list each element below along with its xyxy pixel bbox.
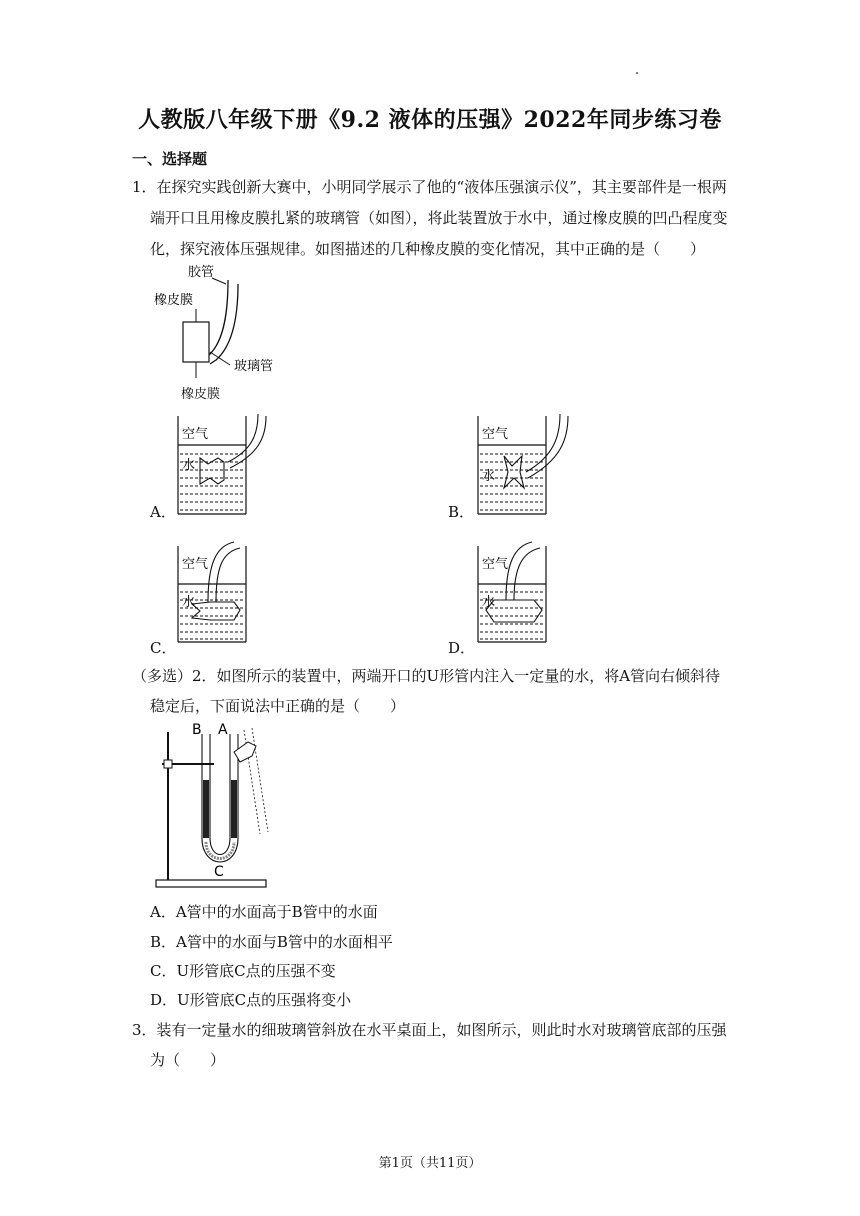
q1-option-b: B． bbox=[448, 503, 475, 521]
q2-option-b: B．A管中的水面与B管中的水面相平 bbox=[150, 933, 393, 951]
label-glass-tube: 玻璃管 bbox=[234, 359, 274, 374]
q1-option-c: C． bbox=[150, 639, 177, 657]
q2-option-c: C．U形管底C点的压强不变 bbox=[150, 962, 336, 980]
section-heading: 一、选择题 bbox=[132, 150, 208, 168]
label-membrane-bottom: 橡皮膜 bbox=[181, 387, 221, 402]
beaker-d-water-label: 水 bbox=[482, 595, 496, 610]
q2-option-d: D．U形管底C点的压强将变小 bbox=[150, 991, 352, 1009]
q2-option-a: A．A管中的水面高于B管中的水面 bbox=[150, 903, 378, 921]
beaker-b-air-label: 空气 bbox=[482, 427, 509, 442]
q2-u-tube-figure bbox=[148, 722, 288, 892]
beaker-c-water-label: 水 bbox=[182, 595, 196, 610]
beaker-a-water-label: 水 bbox=[182, 458, 196, 473]
label-c-point: C bbox=[214, 864, 224, 880]
q2-line-2: 稳定后，下面说法中正确的是（ ） bbox=[150, 697, 406, 715]
label-hose: 胶管 bbox=[188, 265, 215, 280]
q1-line-3: 化，探究液体压强规律。如图描述的几种橡皮膜的变化情况，其中正确的是（ ） bbox=[150, 240, 706, 258]
q1-line-1: 1．在探究实践创新大赛中，小明同学展示了他的“液体压强演示仪”，其主要部件是一根两 bbox=[132, 178, 727, 196]
beaker-b-water-label: 水 bbox=[482, 469, 496, 484]
page-footer: 第1页（共11页） bbox=[378, 1156, 482, 1171]
q2-line-1: （多选）2．如图所示的装置中，两端开口的U形管内注入一定量的水，将A管向右倾斜待 bbox=[132, 667, 721, 685]
stray-dot bbox=[636, 72, 638, 74]
q1-beaker-d bbox=[470, 540, 580, 650]
q3-line-1: 3．装有一定量水的细玻璃管斜放在水平桌面上，如图所示，则此时水对玻璃管底部的压强 bbox=[132, 1021, 727, 1039]
q1-beaker-c bbox=[170, 540, 280, 650]
q1-beaker-b bbox=[470, 412, 580, 522]
beaker-a-air-label: 空气 bbox=[182, 427, 209, 442]
q1-line-2: 端开口且用橡皮膜扎紧的玻璃管（如图），将此装置放于水中，通过橡皮膜的凹凸程度变 bbox=[150, 209, 728, 227]
page-title: 人教版八年级下册《9.2 液体的压强》2022年同步练习卷 bbox=[138, 107, 722, 133]
beaker-d-air-label: 空气 bbox=[482, 557, 509, 572]
label-b-tube: B bbox=[192, 722, 202, 738]
label-membrane-top: 橡皮膜 bbox=[154, 293, 194, 308]
beaker-c-air-label: 空气 bbox=[182, 557, 209, 572]
q1-device-figure bbox=[140, 262, 290, 382]
q1-beaker-a bbox=[170, 412, 280, 522]
q1-option-d: D． bbox=[448, 639, 476, 657]
q1-option-a: A． bbox=[150, 503, 176, 521]
q3-line-2: 为（ ） bbox=[150, 1051, 226, 1069]
label-a-tube: A bbox=[218, 722, 228, 738]
